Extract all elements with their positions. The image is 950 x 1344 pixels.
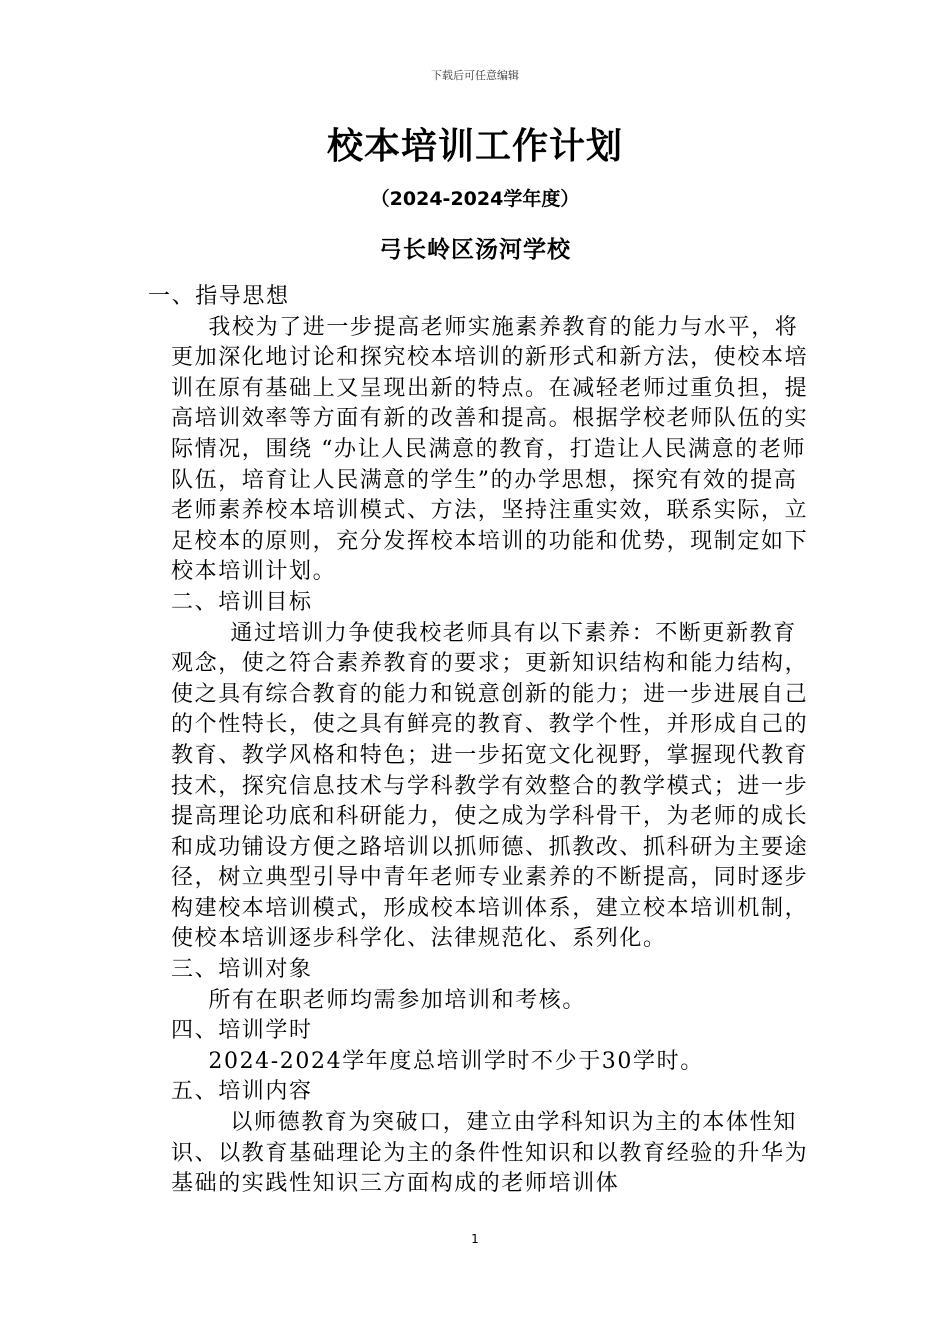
section-text-training-goals: 通过培训力争使我校老师具有以下素养：不断更新教育观念，使之符合素养教育的要求；更新知识结构和能力结构，使之具有综合教育的能力和锐意创新的能力；进一步进展自己的个性特长，使之具有鲜亮的教育、教学个性，并形成自己的教育、教学风格和特色；进一步拓宽文化视野，掌握现代教育技术，探究信息技术与学科教学有效整合的教学模式；进一步提高理论功底和科研能力，使之成为学科骨干，为老师的成长和成功铺设方便之路培训以抓师德、抓教改、抓科研为主要途径，树立典型引导中青年老师专业素养的不断提高，同时逐步构建校本培训模式，形成校本培训体系，建立校本培训机制，使校本培训逐步科学化、法律规范化、系列化。 (171, 620, 809, 952)
section-text-guiding-ideology: 我校为了进一步提高老师实施素养教育的能力与水平，将更加深化地讨论和探究校本培训的新形式和新方法，使校本培训在原有基础上又呈现出新的特点。在减轻老师过重负担，提高培训效率等方面有新的改善和提高。根据学校老师队伍的实际情况，围绕 “办让人民满意的教育，打造让人民满意的老师队伍，培育让人民满意的学生”的办学思想，探究有效的提高老师素养校本培训模式、方法，坚持注重实效，联系实际，立足校本的原则，充分发挥校本培训的功能和优势，现制定如下校本培训计划。 (171, 314, 809, 585)
document-body (148, 282, 820, 1200)
section-heading-training-goals: 二、培训目标 (171, 589, 313, 615)
school-name: 弓长岭区汤河学校 (379, 237, 571, 263)
section-text-training-targets: 所有在职老师均需参加培训和考核。 (208, 987, 586, 1013)
document-title: 校本培训工作计划 (326, 126, 623, 167)
section-heading-training-targets: 三、培训对象 (171, 957, 313, 983)
section-text-training-content: 以师德教育为突破口，建立由学科知识为主的本体性知识、以教育基础理论为主的条件性知识和以教育经验的升华为基础的实践性知识三方面构成的老师培训体 (171, 1110, 809, 1197)
academic-year: （2024-2024学年度） (370, 188, 580, 210)
page-header-note: 下载后可任意编辑 (431, 69, 519, 82)
section-heading-guiding-ideology: 一、指导思想 (148, 284, 290, 309)
page-number: 1 (471, 1232, 479, 1246)
section-heading-training-content: 五、培训内容 (171, 1079, 313, 1105)
section-heading-training-hours: 四、培训学时 (171, 1018, 313, 1044)
section-text-training-hours: 2024-2024学年度总培训学时不少于30学时。 (208, 1048, 704, 1074)
